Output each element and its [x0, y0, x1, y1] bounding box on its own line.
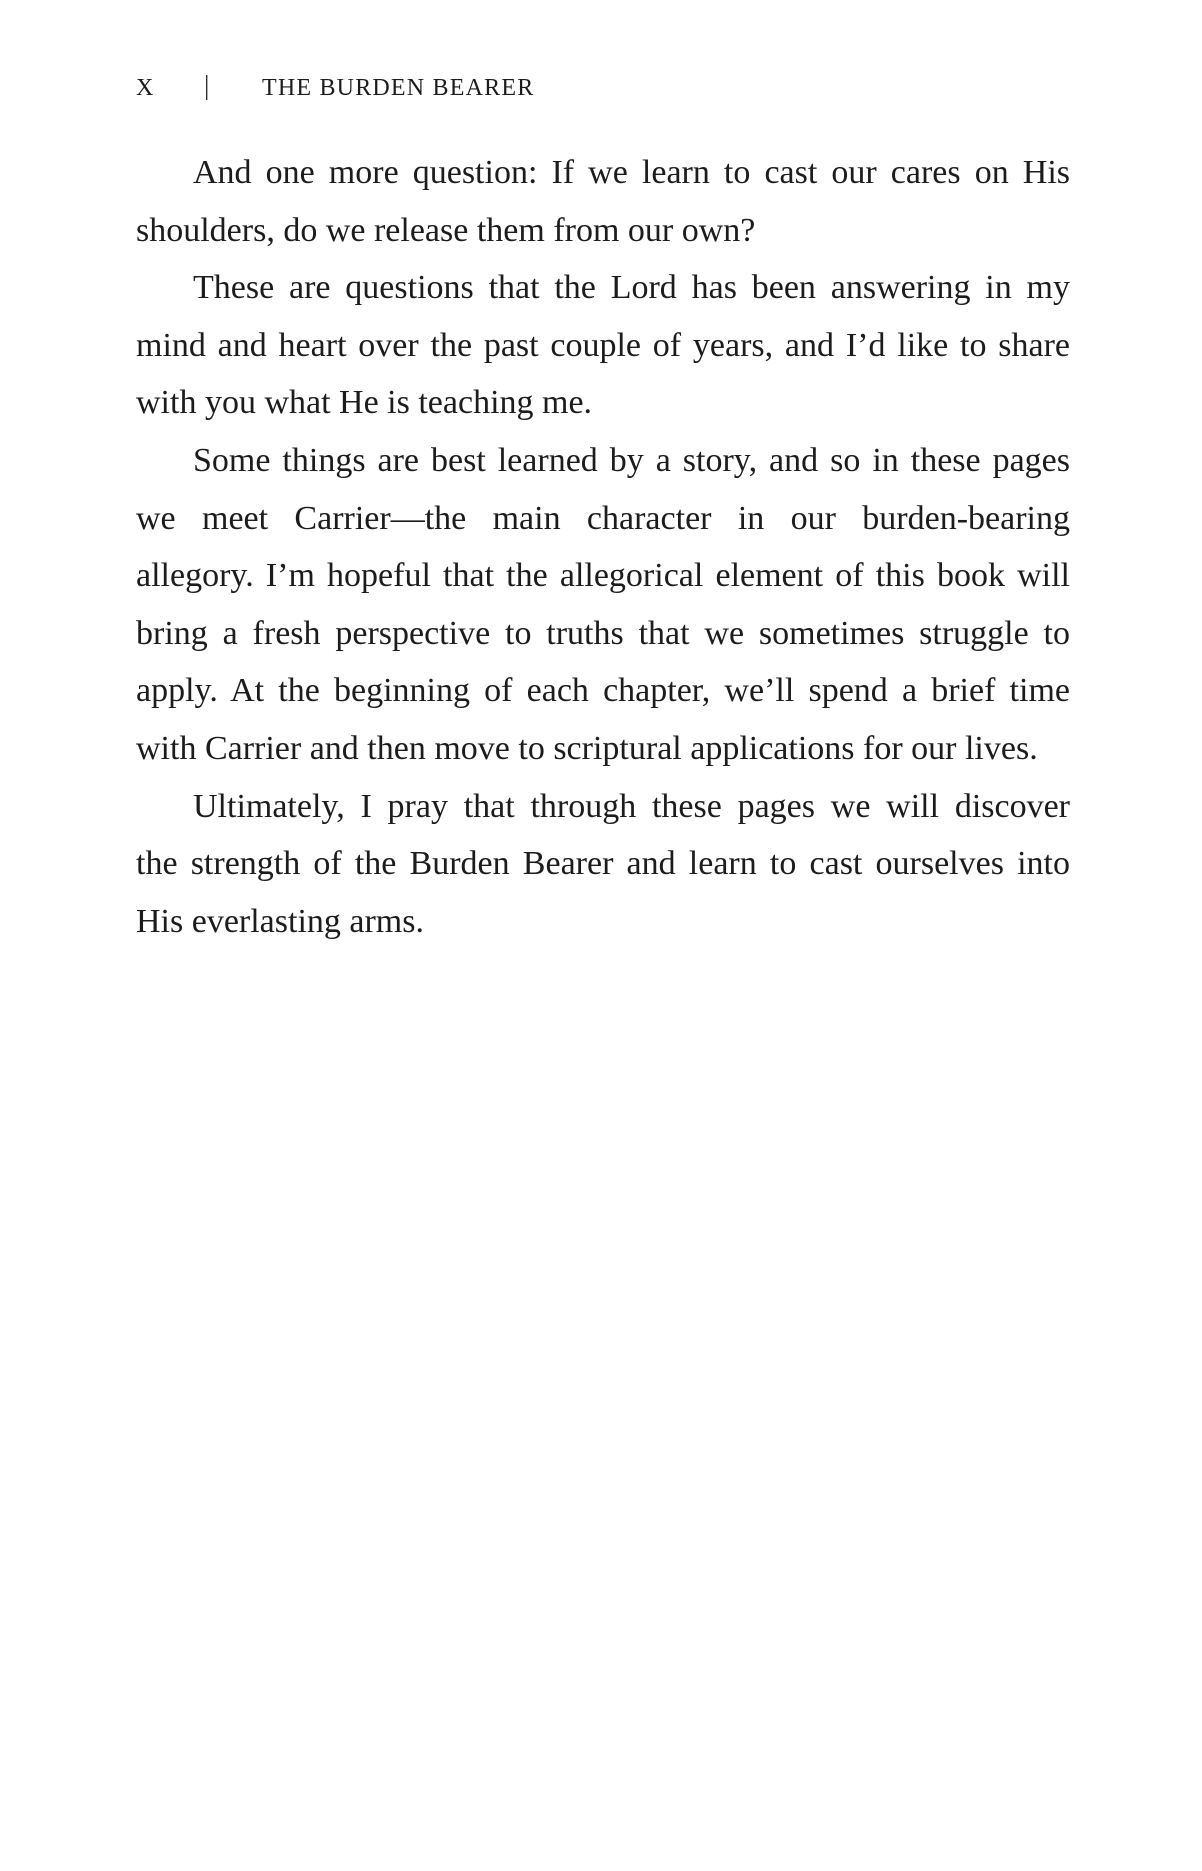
text-line: apply. At the beginning of each chapter, we’ll spend a brief time — [136, 672, 1070, 710]
running-head — [136, 72, 1070, 108]
paragraph — [136, 432, 1070, 778]
text-line: shoulders, do we release them from our own? — [136, 211, 756, 249]
text-line: with Carrier and then move to scriptural applications for our lives. — [136, 729, 1038, 767]
page-number: X — [136, 75, 154, 101]
paragraph — [136, 778, 1070, 951]
text-line: These are questions that the Lord has been answering in my — [193, 269, 1070, 307]
text-line: we meet Carrier—the main character in our burden-bearing — [136, 499, 1070, 537]
text-line: Ultimately, I pray that through these pages we will discover — [193, 787, 1070, 825]
header-separator-bar: | — [204, 70, 210, 100]
text-line: with you what He is teaching me. — [136, 384, 593, 422]
page-body-text — [136, 144, 1070, 950]
running-title: THE BURDEN BEARER — [262, 75, 535, 101]
text-line: bring a fresh perspective to truths that we sometimes struggle to — [136, 614, 1070, 652]
text-line: mind and heart over the past couple of years, and I’d like to share — [136, 326, 1070, 364]
paragraph — [136, 259, 1070, 432]
text-line: allegory. I’m hopeful that the allegorical element of this book will — [136, 557, 1070, 595]
paragraph — [136, 144, 1070, 259]
text-line: And one more question: If we learn to cast our cares on His — [193, 154, 1070, 191]
text-line: the strength of the Burden Bearer and learn to cast ourselves into — [136, 845, 1070, 883]
text-line: Some things are best learned by a story, and so in these pages — [193, 441, 1070, 479]
text-line: His everlasting arms. — [136, 902, 424, 940]
